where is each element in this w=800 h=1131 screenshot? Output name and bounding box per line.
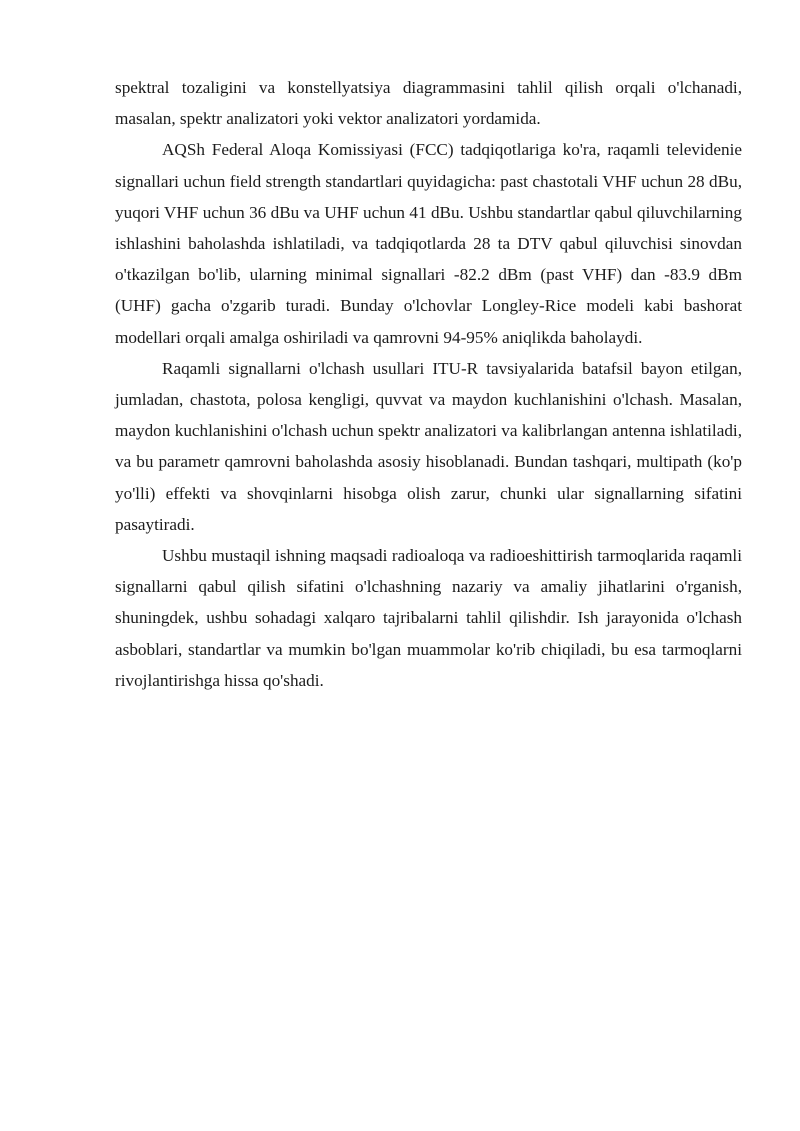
paragraph-2: AQSh Federal Aloqa Komissiyasi (FCC) tadqiqotlariga ko'ra, raqamli televidenie signallari uchun field strength standartlari quyidagicha: past chastotali VHF uchun 28 dBu, yuqori VHF uchun 36 dBu va UHF uchun 41 dBu. Ushbu standartlar qabul qiluvchilarning ishlashini baholashda ishlatiladi, va tadqiqotlarda 28 ta DTV qabul qiluvchisi sinovdan o'tkazilgan bo'lib, ularning minimal signallari -82.2 dBm (past VHF) dan -83.9 dBm (UHF) gacha o'zgarib turadi. Bunday o'lchovlar Longley-Rice modeli kabi bashorat modellari orqali amalga oshiriladi va qamrovni 94-95% aniqlikda baholaydi.: [115, 140, 742, 347]
paragraph-4: Ushbu mustaqil ishning maqsadi radioaloqa va radioeshittirish tarmoqlarida raqamli signallarni qabul qilish sifatini o'lchashning nazariy va amaliy jihatlarini o'rganish, shuningdek, ushbu sohadagi xalqaro tajribalarni tahlil qilishdir. Ish jarayonida o'lchash asboblari, standartlar va mumkin bo'lgan muammolar ko'rib chiqiladi, bu esa tarmoqlarni rivojlantirishga hissa qo'shadi.: [115, 546, 742, 690]
body-text: [115, 72, 742, 696]
paragraph-1: spektral tozaligini va konstellyatsiya diagrammasini tahlil qilish orqali o'lchanadi, masalan, spektr analizatori yoki vektor analizatori yordamida.: [115, 78, 742, 129]
paragraph-3: Raqamli signallarni o'lchash usullari ITU-R tavsiyalarida batafsil bayon etilgan, jumladan, chastota, polosa kengligi, quvvat va maydon kuchlanishini o'lchash. Masalan, maydon kuchlanishini o'lchash uchun spektr analizatori va kalibrlangan antenna ishlatiladi, va bu parametr qamrovni baholashda asosiy hisoblanadi. Bundan tashqari, multipath (ko'p yo'lli) effekti va shovqinlarni hisobga olish zarur, chunki ular signallarning sifatini pasaytiradi.: [115, 358, 742, 534]
